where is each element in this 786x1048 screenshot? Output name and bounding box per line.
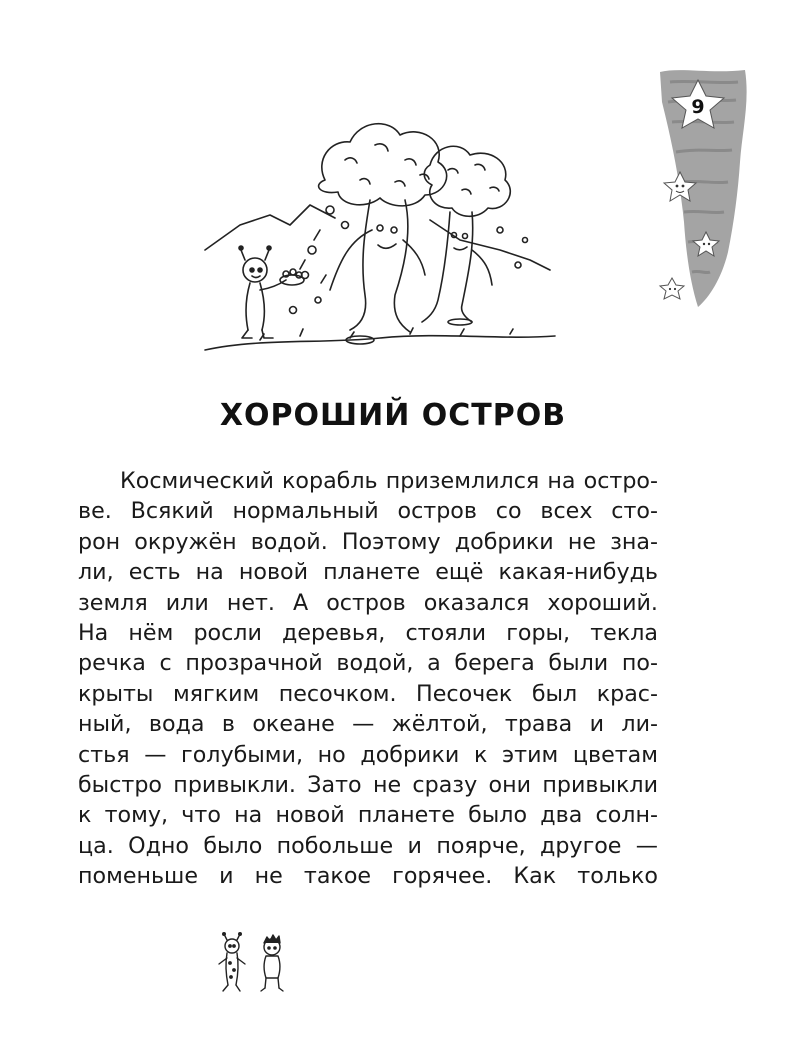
text-line: поменьше и не такое горячее. Как только — [78, 863, 658, 890]
text-line: На нём росли деревья, стояли горы, текла — [78, 619, 658, 646]
text-line: Космический корабль приземлился на остро- — [120, 468, 658, 494]
body-text — [78, 466, 658, 891]
text-line: к тому, что на новой планете было два солн- — [78, 802, 658, 829]
text-line: ца. Одно было побольше и поярче, другое — — [78, 832, 658, 859]
text-line: стья — голубыми, но добрики к этим цветам — [78, 741, 658, 768]
chapter-title: ХОРОШИЙ ОСТРОВ — [219, 398, 567, 433]
text-line: крыты мягким песочком. Песочек был крас- — [78, 680, 658, 707]
text-line: земля или нет. А остров оказался хороший. — [78, 589, 658, 616]
text-line: ный, вода в океане — жёлтой, трава и ли- — [78, 711, 658, 738]
two-characters-icon — [208, 930, 298, 1000]
text-line: ве. Всякий нормальный остров со всех сто- — [78, 498, 658, 525]
text-line: речка с прозрачной водой, а берега были по- — [78, 650, 658, 677]
trees-and-alien-icon — [200, 100, 560, 370]
text-line: быстро привыкли. Зато не сразу они привыкли — [78, 771, 658, 798]
text-line: рон окружён водой. Поэтому добрики не зна- — [78, 528, 658, 555]
text-line: ли, есть на новой планете ещё какая-нибудь — [78, 559, 658, 586]
page-number: 9 — [691, 96, 705, 118]
